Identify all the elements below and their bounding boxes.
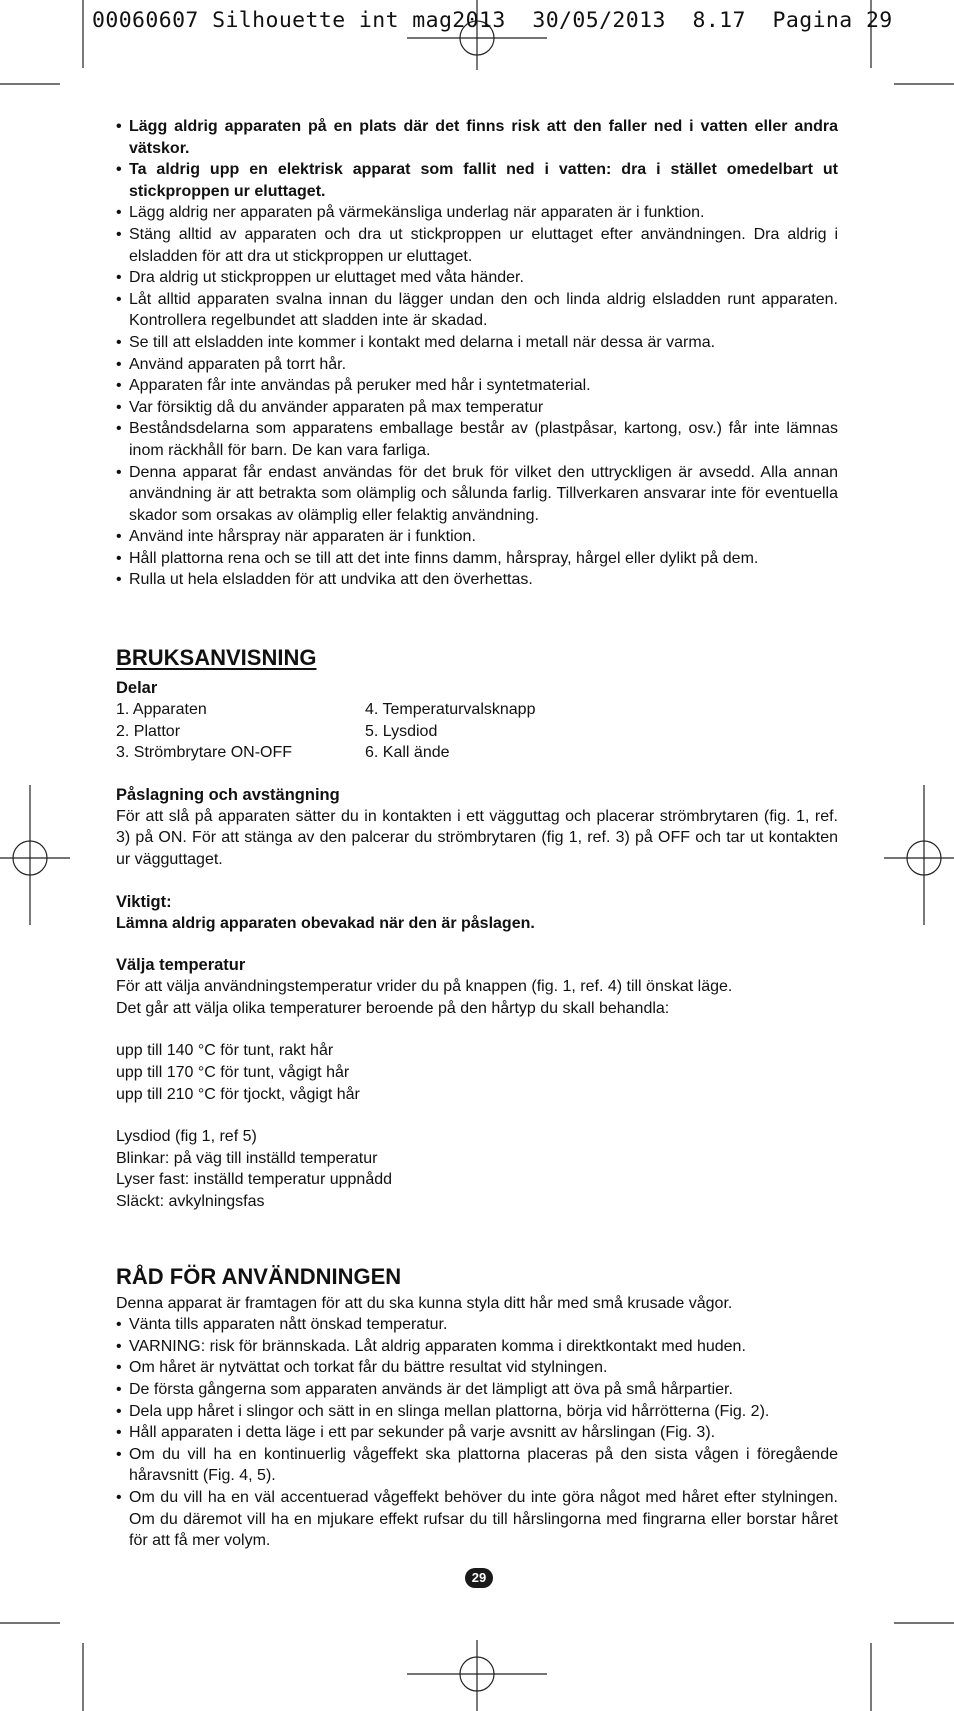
advice-item: • De första gångerna som apparaten används är det lämpligt att öva på små hårpartier. [116, 1379, 838, 1401]
warning-item: • Lägg aldrig apparaten på en plats där det finns risk att den faller ned i vatten eller andra vätskor. [116, 116, 838, 159]
section-title-instructions: BRUKSANVISNING [116, 645, 317, 671]
led-line: Släckt: avkylningsfas [116, 1192, 265, 1210]
part-item: 4. Temperaturvalsknapp [365, 701, 536, 719]
parts-list [116, 699, 838, 764]
advice-item: • Om du vill ha en väl accentuerad vågeffekt behöver du inte göra något med håret efter stylningen. Om du däremot vill ha en mjukare effekt rufsar du till hårslingorna med fingrarna eller borstar håret för att få mer volym. [116, 1487, 838, 1552]
warning-item: • Rulla ut hela elsladden för att undvika att den överhettas. [116, 569, 838, 591]
advice-item: • VARNING: risk för brännskada. Låt aldrig apparaten komma i direktkontakt med huden. [116, 1336, 838, 1358]
warning-item: • Håll plattorna rena och se till att det inte finns damm, hårspray, hårgel eller dylikt på dem. [116, 548, 838, 570]
temperature-setting: upp till 140 °C för tunt, rakt hår [116, 1042, 334, 1060]
print-slug: 00060607 Silhouette int mag2013 30/05/2013 8.17 Pagina 29 [92, 8, 893, 33]
power-text: För att slå på apparaten sätter du in kontakten i ett vägguttag och placerar strömbrytaren (fig. 1, ref. 3) på ON. För att stänga av den palcerar du strömbrytaren (fig 1, ref. 3) på OFF och tar ut kontakten ur vägguttaget. [116, 807, 838, 869]
temperature-line: För att välja användningstemperatur vrider du på knappen (fig. 1, ref. 4) till önskat läge. [116, 978, 733, 996]
part-item: 3. Strömbrytare ON-OFF [116, 744, 293, 762]
warning-item: • Apparaten får inte användas på peruker med hår i syntetmaterial. [116, 375, 838, 397]
advice-item: • Om håret är nytvättat och torkat får du bättre resultat vid stylningen. [116, 1357, 838, 1379]
power-heading: Påslagning och avstängning [116, 785, 340, 804]
warning-item: • Stäng alltid av apparaten och dra ut stickproppen ur eluttaget efter användningen. Dra aldrig i elsladden för att dra ut stickproppen ur eluttaget. [116, 224, 838, 267]
section-title-advice: RÅD FÖR ANVÄNDNINGEN [116, 1263, 402, 1289]
advice-list [116, 1314, 838, 1552]
advice-item: • Håll apparaten i detta läge i ett par sekunder på varje avsnitt av hårslingan (Fig. 3). [116, 1422, 838, 1444]
safety-warnings-list [116, 116, 838, 591]
part-item: 1. Apparaten [116, 701, 207, 719]
temperature-setting: upp till 170 °C för tunt, vågigt hår [116, 1064, 350, 1081]
led-line: Lyser fast: inställd temperatur uppnådd [116, 1171, 393, 1189]
warning-item: • Denna apparat får endast användas för det bruk för vilket den uttryckligen är avsedd. Alla annan användning är att betrakta som olämplig och sålunda farlig. Tillverkaren ansvarar inte för eventuella skador som orsakas av olämplig eller felaktig användning. [116, 462, 838, 527]
temperature-settings [116, 1040, 838, 1105]
document-body [116, 116, 838, 1552]
temperature-setting: upp till 210 °C för tjockt, vågigt hår [116, 1085, 360, 1103]
led-line: Lysdiod (fig 1, ref 5) [116, 1128, 257, 1146]
advice-item: • Dela upp håret i slingor och sätt in en slinga mellan plattorna, börja vid hårrötterna (Fig. 2). [116, 1401, 838, 1423]
temperature-heading: Välja temperatur [116, 956, 246, 975]
page-number-badge: 29 [465, 1568, 493, 1588]
warning-item: • Se till att elsladden inte kommer i kontakt med delarna i metall när dessa är varma. [116, 332, 838, 354]
led-line: Blinkar: på väg till inställd temperatur [116, 1149, 378, 1167]
part-item: 2. Plattor [116, 722, 181, 740]
temperature-line: Det går att välja olika temperaturer beroende på den hårtyp du skall behandla: [116, 999, 670, 1017]
warning-item: • Ta aldrig upp en elektrisk apparat som fallit ned i vatten: dra i stället omedelbart ut stickproppen ur eluttaget. [116, 159, 838, 202]
warning-item: • Dra aldrig ut stickproppen ur eluttaget med våta händer. [116, 267, 838, 289]
warning-item: • Var försiktig då du använder apparaten på max temperatur [116, 397, 838, 419]
warning-item: • Använd apparaten på torrt hår. [116, 354, 838, 376]
advice-item: • Vänta tills apparaten nått önskad temperatur. [116, 1314, 838, 1336]
parts-heading: Delar [116, 679, 158, 698]
warning-item: • Beståndsdelarna som apparatens emballage består av (plastpåsar, kartong, osv.) får inte lämnas inom räckhåll för barn. De kan vara farliga. [116, 418, 838, 461]
warning-item: • Låt alltid apparaten svalna innan du lägger undan den och linda aldrig elsladden runt apparaten. Kontrollera regelbundet att sladden inte är skadad. [116, 289, 838, 332]
advice-intro: Denna apparat är framtagen för att du ska kunna styla ditt hår med små krusade vågor. [116, 1294, 733, 1312]
warning-item: • Lägg aldrig ner apparaten på värmekänsliga underlag när apparaten är i funktion. [116, 202, 838, 224]
important-heading: Viktigt: [116, 892, 172, 911]
led-states [116, 1126, 838, 1212]
advice-item: • Om du vill ha en kontinuerlig vågeffekt ska plattorna placeras på den sista vågen i föregående håravsnitt (Fig. 4, 5). [116, 1444, 838, 1487]
part-item: 5. Lysdiod [365, 722, 438, 740]
important-text: Lämna aldrig apparaten obevakad när den är påslagen. [116, 914, 535, 932]
warning-item: • Använd inte hårspray när apparaten är i funktion. [116, 526, 838, 548]
part-item: 6. Kall ände [365, 744, 450, 762]
